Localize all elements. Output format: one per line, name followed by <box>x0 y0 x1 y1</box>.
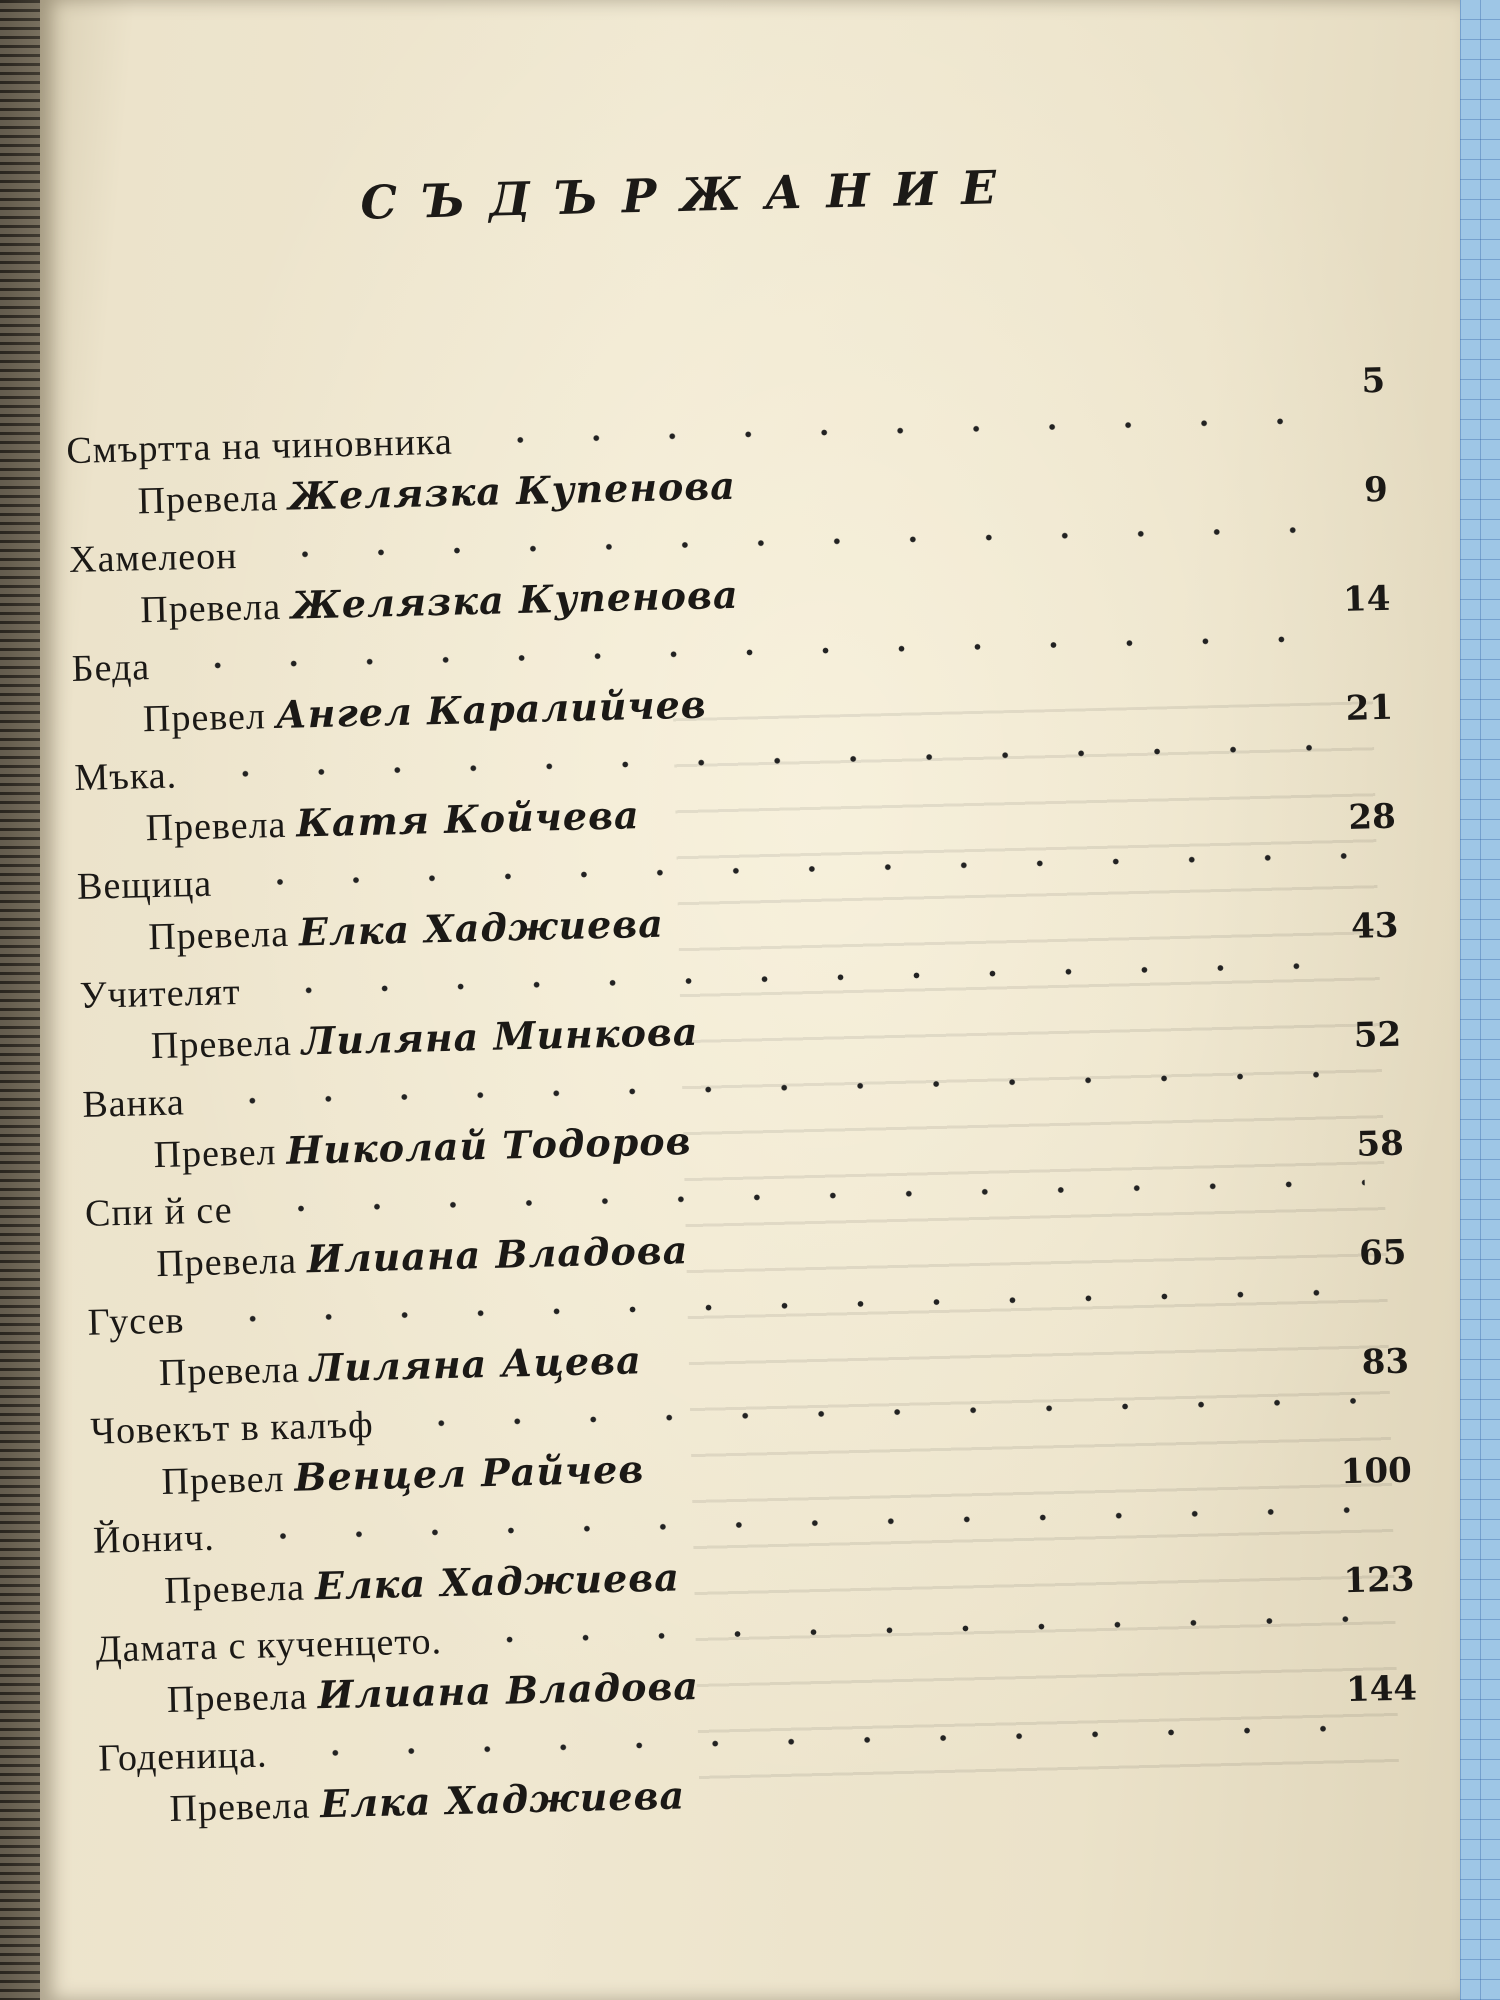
translator-verb: Превела <box>166 1675 309 1721</box>
entry-title: Смъртта на чиновника <box>65 420 454 473</box>
entry-title-line <box>74 725 1355 800</box>
dot-leader <box>383 1397 1370 1429</box>
entry-page-number: 100 <box>1340 1450 1413 1493</box>
entry-title: Ванка <box>81 1081 186 1126</box>
entry-title-line <box>82 1052 1363 1127</box>
entry-page-number: 28 <box>1347 796 1397 838</box>
entry-title: Гусев <box>87 1299 185 1344</box>
translator-verb: Превел <box>161 1458 285 1504</box>
dot-leader <box>277 1723 1378 1758</box>
translator-name: Илиана Владова <box>317 1662 700 1718</box>
entry-page-number: 21 <box>1345 687 1394 729</box>
translator-verb: Превела <box>163 1566 306 1613</box>
dot-leader <box>225 1505 1373 1541</box>
translator-verb: Превела <box>139 585 282 632</box>
entry-title: Дамата с кученцето. <box>95 1620 443 1671</box>
entry-title: Учителят <box>79 970 242 1017</box>
dot-leader <box>452 1614 1376 1645</box>
entry-page-number: 52 <box>1353 1014 1402 1056</box>
entry-title-line <box>90 1379 1371 1454</box>
page-title: СЪДЪРЖАНИЕ <box>359 159 1021 230</box>
entry-page-number: 65 <box>1358 1232 1407 1274</box>
toc-list <box>65 360 1419 1830</box>
dot-leader <box>247 525 1348 560</box>
entry-title: Вещица <box>76 862 213 908</box>
entry-title-line <box>77 834 1358 909</box>
entry-title-line <box>71 616 1352 691</box>
entry-title: Хамелеон <box>68 534 238 582</box>
entry-title: Човекът в калъф <box>89 1403 375 1453</box>
translator-name: Елка Хаджиева <box>314 1554 681 1609</box>
entry-page-number: 14 <box>1342 578 1391 620</box>
dot-leader <box>222 852 1357 888</box>
entry-title-line <box>87 1270 1368 1345</box>
book-page <box>40 0 1460 2000</box>
translator-verb: Превела <box>137 476 279 523</box>
translator-verb: Превела <box>150 1021 293 1068</box>
entry-title-line <box>95 1596 1376 1671</box>
translator-name: Лиляна Минкова <box>301 1008 699 1064</box>
entry-page-number: 5 <box>1360 360 1386 402</box>
entry-title-line <box>79 943 1360 1018</box>
entry-title: Мъка. <box>73 754 178 799</box>
translator-verb: Превела <box>158 1348 301 1395</box>
entry-title: Беда <box>71 646 151 690</box>
dot-leader <box>160 634 1351 671</box>
entry-title: Спи й се <box>84 1189 234 1235</box>
translator-name: Ангел Каралийчев <box>275 681 708 738</box>
entry-title-line <box>66 398 1347 473</box>
translator-name: Катя Койчева <box>295 792 641 846</box>
dot-leader <box>187 743 1354 780</box>
entry-page-number: 43 <box>1350 905 1399 947</box>
translator-name: Елка Хаджиева <box>298 900 665 955</box>
entry-title-line <box>85 1161 1366 1236</box>
translator-name: Николай Тодоров <box>285 1118 693 1173</box>
translator-verb: Превела <box>147 912 290 959</box>
translator-verb: Превела <box>169 1784 311 1830</box>
dot-leader <box>463 416 1346 446</box>
translator-name: Венцел Райчев <box>293 1446 645 1500</box>
dot-leader <box>194 1288 1367 1325</box>
dot-leader <box>250 961 1359 996</box>
entry-page-number: 123 <box>1342 1559 1415 1602</box>
translator-verb: Превела <box>145 803 287 850</box>
entry-title-line <box>98 1705 1379 1780</box>
translator-name: Елка Хаджиева <box>319 1772 686 1827</box>
entry-page-number: 9 <box>1363 469 1389 511</box>
entry-page-number: 83 <box>1361 1341 1410 1383</box>
entry-title: Йонич. <box>92 1516 216 1562</box>
entry-page-number: 144 <box>1345 1668 1418 1711</box>
translator-verb: Превел <box>142 695 267 741</box>
page-content <box>16 0 1484 2000</box>
entry-title-line <box>69 507 1350 582</box>
translator-name: Желязка Купенова <box>287 462 737 519</box>
entry-title: Годеница. <box>97 1733 268 1780</box>
entry-page-number: 58 <box>1355 1123 1405 1165</box>
dot-leader <box>195 1070 1363 1107</box>
dot-leader <box>242 1179 1364 1214</box>
translator-verb: Превела <box>155 1239 298 1286</box>
translator-name: Илиана Владова <box>306 1227 689 1282</box>
translator-name: Желязка Купенова <box>290 571 740 628</box>
translator-name: Лиляна Ацева <box>309 1337 643 1391</box>
entry-title-line <box>93 1487 1374 1562</box>
entry-translator-line <box>169 1772 686 1831</box>
translator-verb: Превел <box>153 1131 277 1177</box>
